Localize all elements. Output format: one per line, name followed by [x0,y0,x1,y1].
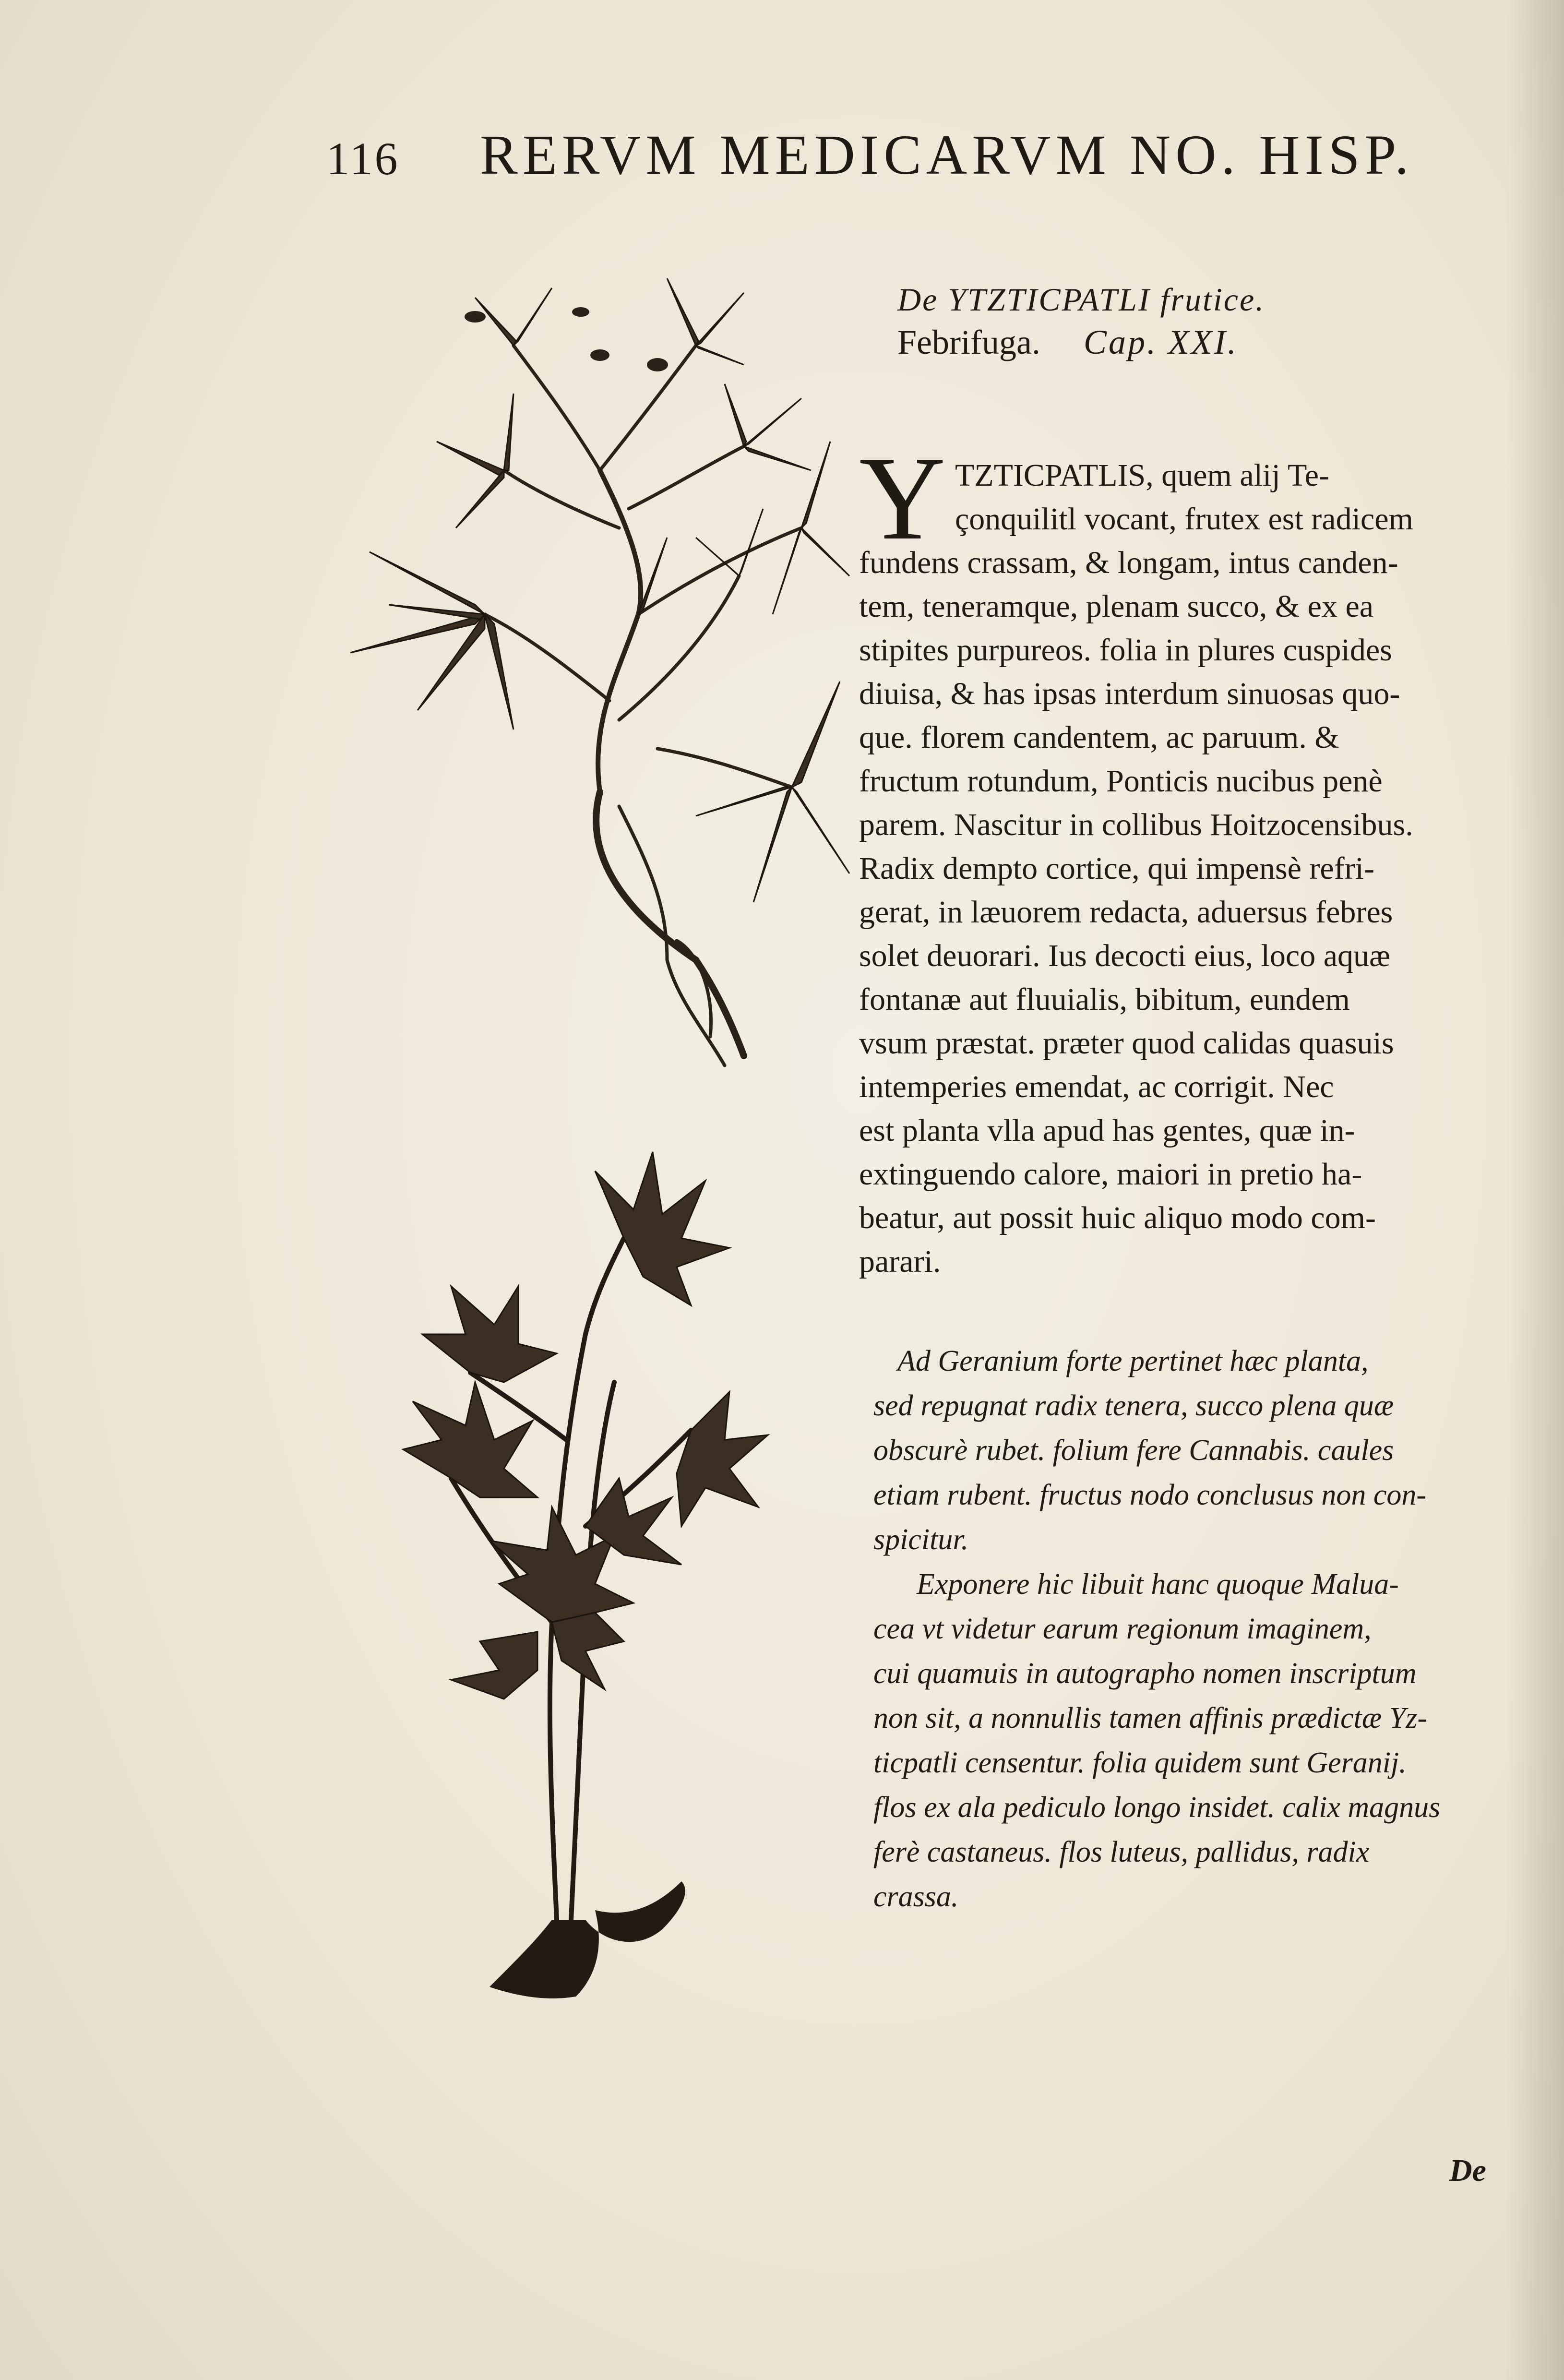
note-line: obscurè rubet. folium fere Cannabis. caules [873,1434,1394,1467]
note-line: sed repugnat radix tenera, succo plena quæ [873,1389,1394,1422]
note-line: etiam rubent. fructus nodo conclusus non con- [873,1479,1427,1511]
note-line: Exponere hic libuit hanc quoque Malua- [917,1568,1399,1601]
note-line: crassa. [873,1880,959,1913]
text-line: çonquilitl vocant, frutex est radicem [955,502,1413,537]
text-line: que. florem candentem, ac paruum. & [859,720,1339,755]
chapter-subtitle: Febrifuga. [897,323,1040,361]
catchword: De [1449,2153,1486,2188]
note-line: cea vt videtur earum regionum imaginem, [873,1613,1372,1645]
note-line: cui quamuis in autographo nomen inscriptum [873,1657,1417,1690]
text-line: Radix dempto cortice, qui impensè refri- [859,851,1374,886]
chapter-title: De YTZTICPATLI frutice. [897,281,1266,318]
note-line: Ad Geranium forte pertinet hæc planta, [897,1345,1369,1377]
text-line: gerat, in læuorem redacta, aduersus febres [859,895,1393,930]
note-line: ticpatli censentur. folia quidem sunt Geranij. [873,1746,1407,1779]
running-title: RERVM MEDICARVM NO. HISP. [480,123,1414,186]
text-line: parem. Nascitur in collibus Hoitzocensibus. [859,807,1413,842]
text-line: extinguendo calore, maiori in pretio ha- [859,1157,1362,1192]
text-line: fructum rotundum, Ponticis nucibus penè [859,764,1383,799]
text-line: parari. [859,1244,941,1279]
chapter-heading [897,281,1473,362]
upper-plant-illustration [331,240,859,1133]
text-line: vsum præstat. præter quod calidas quasuis [859,1026,1394,1061]
text-line: fontanæ aut fluuialis, bibitum, eundem [859,982,1350,1017]
page-number: 116 [326,133,400,184]
text-line: TZTICPATLIS, quem alij Te- [955,458,1329,493]
note-line: non sit, a nonnullis tamen affinis prædictæ Yz- [873,1702,1427,1734]
page-header [326,122,1414,204]
text-line: tem, teneramque, plenam succo, & ex ea [859,589,1374,624]
text-line: intemperies emendat, ac corrigit. Nec [859,1069,1334,1104]
text-line: fundens crassam, & longam, intus canden- [859,545,1398,580]
note-line: flos ex ala pediculo longo insidet. calix magnus [873,1791,1441,1824]
gutter-shadow [1506,0,1564,2380]
chapter-number: Cap. XXI. [1083,323,1238,361]
main-text-block [859,432,1512,1283]
note-line: ferè castaneus. flos luteus, pallidus, radix [873,1836,1370,1868]
annotation-block [873,1339,1512,1919]
text-line: stipites purpureos. folia in plures cuspides [859,633,1392,668]
lower-plant-illustration [394,1142,777,2016]
note-line: spicitur. [873,1523,969,1556]
text-line: est planta vlla apud has gentes, quæ in- [859,1113,1355,1148]
text-line: diuisa, & has ipsas interdum sinuosas quo- [859,676,1400,711]
text-line: beatur, aut possit huic aliquo modo com- [859,1200,1376,1235]
text-line: solet deuorari. Ius decocti eius, loco aquæ [859,938,1391,973]
chapter-subtitle-line [897,323,1473,362]
drop-cap: Y [859,432,946,565]
